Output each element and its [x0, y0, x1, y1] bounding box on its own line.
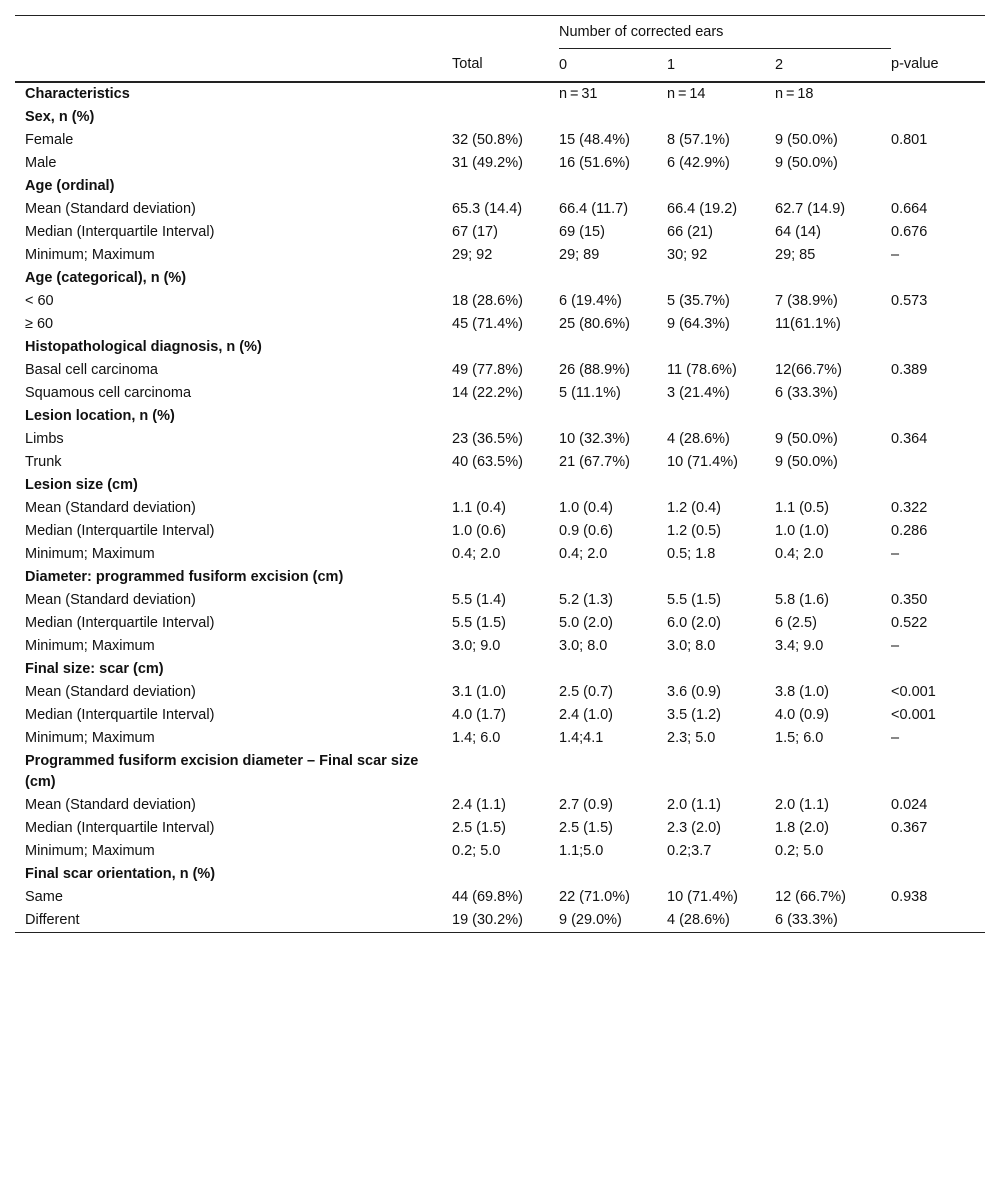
- table-row: [15, 152, 985, 175]
- table-row: [15, 817, 985, 840]
- row-label: Squamous cell carcinoma: [25, 385, 192, 401]
- section-row: [15, 750, 985, 794]
- empty-cell: [559, 405, 667, 428]
- cell-col-2: 1.5; 6.0: [775, 730, 824, 746]
- empty-cell: [667, 566, 775, 589]
- empty-cell: [667, 474, 775, 497]
- cell-col-0: 1.0 (0.4): [559, 500, 613, 516]
- row-label: Median (Interquartile Interval): [25, 707, 215, 723]
- cell-col-2: 0.4; 2.0: [775, 546, 824, 562]
- cell-p-value: 0.522: [891, 615, 928, 631]
- cell-col-0: 10 (32.3%): [559, 431, 630, 447]
- cell-col-2: 4.0 (0.9): [775, 707, 829, 723]
- row-label: Mean (Standard deviation): [25, 684, 196, 700]
- header-empty-cell: [15, 49, 452, 83]
- cell-p-value: –: [891, 638, 900, 654]
- table-row: [15, 909, 985, 933]
- empty-cell: [452, 863, 559, 886]
- row-label: Mean (Standard deviation): [25, 797, 196, 813]
- table-row: [15, 290, 985, 313]
- section-label: Lesion size (cm): [25, 477, 138, 493]
- empty-cell: [452, 658, 559, 681]
- results-table-container: [15, 15, 985, 933]
- n-col-0: n = 31: [559, 86, 598, 102]
- section-label: Age (ordinal): [25, 178, 115, 194]
- cell-p-value: [891, 382, 985, 405]
- empty-cell: [452, 336, 559, 359]
- empty-cell: [559, 658, 667, 681]
- cell-col-1: 5 (35.7%): [667, 293, 730, 309]
- empty-cell: [891, 566, 985, 589]
- empty-cell: [559, 175, 667, 198]
- cell-total: 5.5 (1.4): [452, 592, 506, 608]
- row-label: Median (Interquartile Interval): [25, 615, 215, 631]
- row-label: Minimum; Maximum: [25, 638, 155, 654]
- header-total: Total: [452, 49, 559, 83]
- section-label: Programmed fusiform excision diameter – Final scar size (cm): [25, 753, 419, 790]
- cell-total: 32 (50.8%): [452, 132, 523, 148]
- empty-cell: [775, 405, 891, 428]
- cell-p-value: –: [891, 730, 900, 746]
- cell-col-0: 5.2 (1.3): [559, 592, 613, 608]
- header-empty-cell: [452, 16, 559, 49]
- empty-cell: [559, 336, 667, 359]
- empty-cell: [667, 750, 775, 794]
- empty-cell: [775, 336, 891, 359]
- empty-cell: [667, 336, 775, 359]
- cell-total: 1.1 (0.4): [452, 500, 506, 516]
- section-row: [15, 106, 985, 129]
- empty-cell: [559, 750, 667, 794]
- cell-col-0: 2.5 (1.5): [559, 820, 613, 836]
- section-label: Age (categorical), n (%): [25, 270, 187, 286]
- table-row: [15, 840, 985, 863]
- cell-p-value: 0.024: [891, 797, 928, 813]
- cell-total: 19 (30.2%): [452, 909, 559, 933]
- header-col-1: 1: [667, 49, 775, 83]
- cell-col-0: 2.5 (0.7): [559, 684, 613, 700]
- cell-col-0: 5 (11.1%): [559, 385, 621, 401]
- cell-p-value: [891, 840, 985, 863]
- empty-cell: [891, 474, 985, 497]
- empty-cell: [559, 106, 667, 129]
- cell-col-1: 66.4 (19.2): [667, 201, 738, 217]
- empty-cell: [452, 267, 559, 290]
- table-row: [15, 589, 985, 612]
- empty-cell: [452, 750, 559, 794]
- empty-cell: [452, 405, 559, 428]
- cell-col-2: 6 (33.3%): [775, 909, 891, 933]
- section-label: Final scar orientation, n (%): [25, 866, 216, 882]
- empty-cell: [775, 863, 891, 886]
- cell-col-0: 26 (88.9%): [559, 362, 630, 378]
- cell-col-1: 30; 92: [667, 247, 708, 263]
- header-p-value: p-value: [891, 49, 985, 83]
- cell-total: 65.3 (14.4): [452, 201, 523, 217]
- cell-col-1: 0.2;3.7: [667, 843, 712, 859]
- cell-p-value: 0.938: [891, 889, 928, 905]
- section-label: Sex, n (%): [25, 109, 95, 125]
- cell-p-value: [891, 313, 985, 336]
- table-body: [15, 82, 985, 933]
- table-row: [15, 382, 985, 405]
- row-label: Minimum; Maximum: [25, 247, 155, 263]
- cell-col-2: 9 (50.0%): [775, 454, 838, 470]
- empty-cell: [559, 267, 667, 290]
- row-label: Basal cell carcinoma: [25, 362, 158, 378]
- cell-col-1: 6.0 (2.0): [667, 615, 721, 631]
- characteristics-row: [15, 82, 985, 106]
- cell-col-1: 2.3; 5.0: [667, 730, 716, 746]
- cell-col-2: 1.0 (1.0): [775, 523, 829, 539]
- cell-col-0: 69 (15): [559, 224, 605, 240]
- empty-cell: [667, 658, 775, 681]
- row-label: Mean (Standard deviation): [25, 500, 196, 516]
- table-row: [15, 313, 985, 336]
- cell-col-2: 12 (66.7%): [775, 889, 846, 905]
- cell-col-2: 1.8 (2.0): [775, 820, 829, 836]
- table-row: [15, 198, 985, 221]
- row-label: Mean (Standard deviation): [25, 592, 196, 608]
- cell-col-2: 6 (33.3%): [775, 385, 838, 401]
- cell-p-value: <0.001: [891, 707, 936, 723]
- empty-cell: [891, 863, 985, 886]
- cell-col-2: 5.8 (1.6): [775, 592, 829, 608]
- cell-p-value: 0.364: [891, 431, 928, 447]
- cell-col-1: 10 (71.4%): [667, 889, 738, 905]
- cell-p-value: 0.389: [891, 362, 928, 378]
- empty-cell: [891, 175, 985, 198]
- empty-cell: [775, 175, 891, 198]
- cell-col-2: 1.1 (0.5): [775, 500, 829, 516]
- empty-cell: [667, 175, 775, 198]
- empty-cell: [559, 474, 667, 497]
- empty-cell: [891, 658, 985, 681]
- cell-col-1: 0.5; 1.8: [667, 546, 716, 562]
- row-label: Minimum; Maximum: [25, 843, 155, 859]
- section-row: [15, 175, 985, 198]
- cell-col-2: 6 (2.5): [775, 615, 817, 631]
- section-label: Histopathological diagnosis, n (%): [25, 339, 262, 355]
- cell-col-1: 1.2 (0.4): [667, 500, 721, 516]
- characteristics-label: Characteristics: [25, 86, 130, 102]
- cell-total: 44 (69.8%): [452, 889, 523, 905]
- empty-cell: [891, 267, 985, 290]
- cell-col-0: 66.4 (11.7): [559, 201, 629, 217]
- row-label: Female: [25, 132, 74, 148]
- row-label: Median (Interquartile Interval): [25, 224, 215, 240]
- table-row: [15, 704, 985, 727]
- cell-col-0: 2.7 (0.9): [559, 797, 613, 813]
- empty-cell: [452, 106, 559, 129]
- row-label: Trunk: [25, 454, 62, 470]
- header-row-columns: [15, 49, 985, 83]
- cell-col-1: 5.5 (1.5): [667, 592, 721, 608]
- empty-cell: [559, 863, 667, 886]
- empty-cell: [667, 405, 775, 428]
- cell-total: 2.5 (1.5): [452, 820, 506, 836]
- cell-col-1: 2.0 (1.1): [667, 797, 721, 813]
- cell-col-2: 2.0 (1.1): [775, 797, 829, 813]
- empty-cell: [775, 267, 891, 290]
- cell-col-2: 62.7 (14.9): [775, 201, 846, 217]
- table-row: [15, 221, 985, 244]
- table-row: [15, 681, 985, 704]
- cell-total: 40 (63.5%): [452, 454, 523, 470]
- table-row: [15, 451, 985, 474]
- cell-col-1: 1.2 (0.5): [667, 523, 721, 539]
- cell-col-0: 15 (48.4%): [559, 132, 630, 148]
- section-label: Final size: scar (cm): [25, 661, 164, 677]
- cell-col-2: 0.2; 5.0: [775, 843, 824, 859]
- cell-p-value: 0.676: [891, 224, 928, 240]
- cell-col-0: 21 (67.7%): [559, 454, 630, 470]
- cell-total: 31 (49.2%): [452, 155, 523, 171]
- empty-cell: [891, 106, 985, 129]
- cell-col-1: 3.0; 8.0: [667, 638, 716, 654]
- cell-total: 4.0 (1.7): [452, 707, 506, 723]
- cell-col-0: 1.4;4.1: [559, 730, 604, 746]
- table-row: [15, 886, 985, 909]
- row-label: Median (Interquartile Interval): [25, 523, 215, 539]
- cell-p-value: 0.573: [891, 293, 928, 309]
- cell-col-0: 9 (29.0%): [559, 909, 667, 933]
- cell-col-2: 11(61.1%): [775, 316, 841, 332]
- cell-col-2: 3.8 (1.0): [775, 684, 829, 700]
- cell-col-0: 0.4; 2.0: [559, 546, 608, 562]
- section-label: Diameter: programmed fusiform excision (cm): [25, 569, 344, 585]
- section-row: [15, 658, 985, 681]
- header-col-0: 0: [559, 49, 667, 83]
- header-col-2: 2: [775, 49, 891, 83]
- table-row: [15, 794, 985, 817]
- empty-cell: [667, 863, 775, 886]
- header-row-group: [15, 16, 985, 49]
- empty-cell: [775, 106, 891, 129]
- cell-col-0: 25 (80.6%): [559, 316, 630, 332]
- cell-col-2: 7 (38.9%): [775, 293, 838, 309]
- table-row: [15, 359, 985, 382]
- empty-cell: [559, 566, 667, 589]
- cell-col-1: 3.6 (0.9): [667, 684, 721, 700]
- cell-total: 45 (71.4%): [452, 316, 523, 332]
- cell-p-value: 0.350: [891, 592, 928, 608]
- cell-col-2: 12(66.7%): [775, 362, 842, 378]
- empty-cell: [891, 82, 985, 106]
- row-label: Male: [25, 155, 57, 171]
- cell-p-value: 0.664: [891, 201, 928, 217]
- cell-col-2: 9 (50.0%): [775, 155, 838, 171]
- cell-col-1: 11 (78.6%): [667, 362, 737, 378]
- cell-col-2: 9 (50.0%): [775, 431, 838, 447]
- cell-p-value: [891, 909, 985, 933]
- cell-col-1: 10 (71.4%): [667, 454, 738, 470]
- section-row: [15, 863, 985, 886]
- empty-cell: [891, 336, 985, 359]
- cell-col-0: 3.0; 8.0: [559, 638, 608, 654]
- empty-cell: [452, 566, 559, 589]
- cell-col-0: 6 (19.4%): [559, 293, 622, 309]
- row-label: < 60: [25, 293, 54, 309]
- cell-p-value: 0.367: [891, 820, 928, 836]
- header-empty-cell: [891, 16, 985, 49]
- empty-cell: [775, 658, 891, 681]
- cell-col-2: 64 (14): [775, 224, 821, 240]
- empty-cell: [452, 175, 559, 198]
- empty-cell: [452, 82, 559, 106]
- cell-col-0: 29; 89: [559, 247, 600, 263]
- cell-col-0: 1.1;5.0: [559, 843, 604, 859]
- cell-p-value: 0.801: [891, 132, 928, 148]
- section-row: [15, 474, 985, 497]
- cell-total: 29; 92: [452, 247, 493, 263]
- row-label: Minimum; Maximum: [25, 546, 155, 562]
- cell-total: 5.5 (1.5): [452, 615, 506, 631]
- cell-col-1: 8 (57.1%): [667, 132, 730, 148]
- empty-cell: [775, 750, 891, 794]
- cell-p-value: <0.001: [891, 684, 936, 700]
- table-row: [15, 520, 985, 543]
- group-label-corrected-ears: Number of corrected ears: [559, 16, 891, 49]
- cell-col-0: 0.9 (0.6): [559, 523, 613, 539]
- table-row: [15, 635, 985, 658]
- cell-total: 18 (28.6%): [452, 293, 523, 309]
- section-row: [15, 336, 985, 359]
- row-label: Different: [15, 909, 452, 933]
- table-row: [15, 543, 985, 566]
- cell-col-1: 6 (42.9%): [667, 155, 730, 171]
- cell-col-1: 9 (64.3%): [667, 316, 730, 332]
- section-row: [15, 267, 985, 290]
- cell-p-value: [891, 152, 985, 175]
- empty-cell: [775, 566, 891, 589]
- empty-cell: [667, 267, 775, 290]
- row-label: Minimum; Maximum: [25, 730, 155, 746]
- section-row: [15, 566, 985, 589]
- cell-col-0: 16 (51.6%): [559, 155, 630, 171]
- empty-cell: [775, 474, 891, 497]
- empty-cell: [667, 106, 775, 129]
- cell-p-value: 0.322: [891, 500, 928, 516]
- cell-total: 1.4; 6.0: [452, 730, 501, 746]
- cell-col-1: 66 (21): [667, 224, 713, 240]
- empty-cell: [891, 750, 985, 794]
- cell-total: 23 (36.5%): [452, 431, 523, 447]
- row-label: ≥ 60: [25, 316, 54, 332]
- table-row: [15, 129, 985, 152]
- row-label: Same: [25, 889, 63, 905]
- row-label: Median (Interquartile Interval): [25, 820, 215, 836]
- empty-cell: [891, 405, 985, 428]
- table-row: [15, 612, 985, 635]
- table-row: [15, 428, 985, 451]
- cell-total: 67 (17): [452, 224, 498, 240]
- cell-total: 3.1 (1.0): [452, 684, 506, 700]
- table-row: [15, 244, 985, 267]
- n-col-2: n = 18: [775, 86, 814, 102]
- cell-p-value: –: [891, 247, 900, 263]
- cell-p-value: –: [891, 546, 900, 562]
- table-row: [15, 497, 985, 520]
- cell-total: 14 (22.2%): [452, 385, 523, 401]
- cell-p-value: 0.286: [891, 523, 928, 539]
- cell-col-1: 4 (28.6%): [667, 909, 775, 933]
- cell-total: 1.0 (0.6): [452, 523, 506, 539]
- header-empty-cell: [15, 16, 452, 49]
- cell-col-0: 2.4 (1.0): [559, 707, 613, 723]
- cell-col-1: 3 (21.4%): [667, 385, 730, 401]
- cell-total: 3.0; 9.0: [452, 638, 501, 654]
- table-row: [15, 727, 985, 750]
- cell-p-value: [891, 451, 985, 474]
- cell-col-2: 29; 85: [775, 247, 816, 263]
- cell-col-2: 3.4; 9.0: [775, 638, 824, 654]
- cell-col-1: 3.5 (1.2): [667, 707, 721, 723]
- cell-col-0: 22 (71.0%): [559, 889, 630, 905]
- cell-total: 2.4 (1.1): [452, 797, 506, 813]
- row-label: Mean (Standard deviation): [25, 201, 196, 217]
- cell-col-0: 5.0 (2.0): [559, 615, 613, 631]
- section-label: Lesion location, n (%): [25, 408, 175, 424]
- empty-cell: [452, 474, 559, 497]
- table-header: [15, 16, 985, 83]
- cell-total: 49 (77.8%): [452, 362, 523, 378]
- cell-col-2: 9 (50.0%): [775, 132, 838, 148]
- cell-col-1: 4 (28.6%): [667, 431, 730, 447]
- cell-total: 0.4; 2.0: [452, 546, 501, 562]
- cell-col-1: 2.3 (2.0): [667, 820, 721, 836]
- row-label: Limbs: [25, 431, 64, 447]
- cell-total: 0.2; 5.0: [452, 843, 501, 859]
- section-row: [15, 405, 985, 428]
- results-table: [15, 15, 985, 933]
- n-col-1: n = 14: [667, 86, 706, 102]
